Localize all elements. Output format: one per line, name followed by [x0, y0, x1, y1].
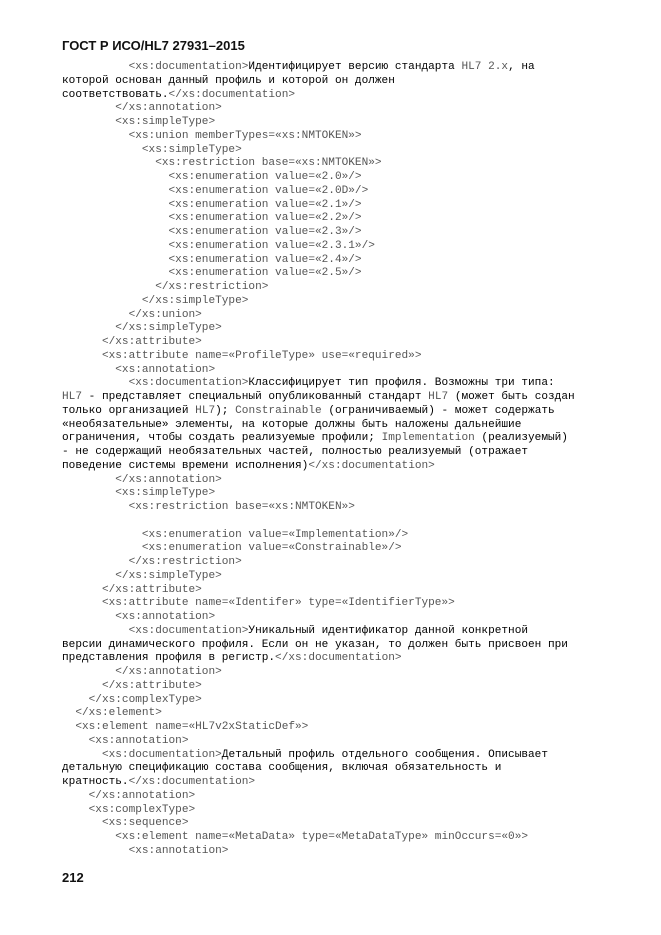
xml-markup: </xs:element>	[62, 707, 162, 720]
code-line	[62, 666, 622, 680]
code-line	[62, 515, 622, 529]
code-line	[62, 267, 622, 281]
code-line	[62, 75, 622, 89]
code-line	[62, 529, 622, 543]
code-line	[62, 570, 622, 584]
xml-markup: </xs:annotation>	[62, 666, 222, 678]
code-line	[62, 460, 622, 474]
code-line	[62, 831, 622, 845]
code-line	[62, 391, 622, 405]
code-line	[62, 680, 622, 694]
code-line	[62, 89, 622, 103]
code-line	[62, 102, 622, 116]
code-line	[62, 597, 622, 611]
xml-markup: <xs:simpleType>	[62, 487, 216, 500]
xml-markup: <xs:enumeration value=«2.5»/>	[62, 267, 362, 280]
xml-markup: Constrainable	[235, 404, 322, 417]
xml-markup: <xs:documentation>	[62, 61, 249, 73]
xml-markup: </xs:simpleType>	[62, 294, 249, 307]
xml-markup: HL7 2.x	[461, 61, 509, 73]
xml-markup: </xs:attribute>	[62, 583, 202, 596]
code-line	[62, 377, 622, 391]
code-line	[62, 694, 622, 708]
xml-markup: <xs:complexType>	[62, 803, 196, 816]
code-line	[62, 556, 622, 570]
code-line	[62, 776, 622, 790]
documentation-text: только организацией	[62, 404, 196, 417]
page-number: 212	[62, 870, 84, 885]
documentation-text: Детальный профиль отдельного сообщения. Описывает	[221, 748, 548, 761]
xml-markup: <xs:enumeration value=«2.0»/>	[62, 171, 362, 183]
xml-markup: <xs:element name=«MetaData» type=«MetaDataType» minOccurs=«0»>	[62, 831, 529, 843]
documentation-text: версии динамического профиля. Если он не указан, то должен быть присвоен при	[62, 638, 568, 651]
code-line	[62, 144, 622, 158]
code-line	[62, 817, 622, 831]
xml-schema-code-listing	[62, 61, 622, 859]
xml-markup: <xs:annotation>	[62, 611, 216, 623]
code-line	[62, 61, 622, 75]
documentation-text: «необязательные» элементы, на которые должны быть наложены дальнейшие	[62, 418, 522, 431]
documentation-text: детальную спецификацию состава сообщения, включая обязательность и	[62, 762, 502, 775]
code-line	[62, 364, 622, 378]
xml-markup: <xs:annotation>	[62, 844, 229, 857]
documentation-text: кратность.	[62, 776, 129, 788]
xml-markup: <xs:documentation>	[62, 624, 249, 637]
code-line	[62, 350, 622, 364]
xml-markup: </xs:restriction>	[62, 281, 269, 293]
code-line	[62, 584, 622, 598]
xml-markup: <xs:annotation>	[62, 734, 189, 747]
code-line	[62, 790, 622, 804]
code-line	[62, 652, 622, 666]
code-line	[62, 845, 622, 859]
code-line	[62, 707, 622, 721]
documentation-text: представления профиля в регистр.	[62, 652, 276, 665]
xml-markup: HL7	[62, 391, 82, 403]
code-line	[62, 446, 622, 460]
xml-markup: </xs:restriction>	[62, 556, 242, 568]
documentation-text: поведение системы времени исполнения)	[62, 459, 309, 472]
documentation-text: );	[215, 404, 236, 417]
code-line	[62, 240, 622, 254]
code-line	[62, 171, 622, 185]
xml-markup: </xs:documentation>	[275, 652, 402, 665]
xml-markup: <xs:annotation>	[62, 363, 216, 376]
documentation-text: которой основан данный профиль и которой он должен	[62, 74, 395, 87]
xml-markup: </xs:annotation>	[62, 102, 222, 115]
xml-markup: Implementation	[381, 432, 475, 445]
code-line	[62, 419, 622, 433]
xml-markup: </xs:union>	[62, 308, 202, 321]
code-line	[62, 474, 622, 488]
xml-markup: </xs:simpleType>	[62, 569, 222, 582]
code-line	[62, 226, 622, 240]
documentation-text: (реализуемый)	[474, 432, 568, 445]
xml-markup: <xs:enumeration value=«Implementation»/>	[62, 528, 409, 541]
documentation-text: соответствовать.	[62, 88, 169, 101]
xml-markup: <xs:attribute name=«ProfileType» use=«required»>	[62, 349, 422, 362]
code-line	[62, 281, 622, 295]
code-line	[62, 804, 622, 818]
documentation-text: Уникальный идентификатор данной конкретной	[248, 624, 529, 637]
xml-markup: <xs:enumeration value=«2.3.1»/>	[62, 239, 375, 252]
code-line	[62, 639, 622, 653]
code-line	[62, 130, 622, 144]
xml-markup: HL7	[195, 404, 216, 417]
xml-markup: <xs:union memberTypes=«xs:NMTOKEN»>	[62, 129, 362, 142]
xml-markup: </xs:simpleType>	[62, 322, 222, 335]
xml-markup: <xs:enumeration value=«2.1»/>	[62, 198, 362, 211]
code-line	[62, 625, 622, 639]
xml-markup: </xs:documentation>	[308, 459, 435, 472]
xml-markup: </xs:attribute>	[62, 336, 202, 348]
code-line	[62, 185, 622, 199]
code-line	[62, 405, 622, 419]
xml-markup: <xs:enumeration value=«2.2»/>	[62, 212, 362, 225]
xml-markup: <xs:restriction base=«xs:NMTOKEN»>	[62, 501, 355, 513]
xml-markup: <xs:element name=«HL7v2xStaticDef»>	[62, 721, 309, 733]
documentation-text: ограничения, чтобы создать реализуемые профили;	[62, 432, 382, 445]
xml-markup: <xs:documentation>	[62, 748, 222, 761]
xml-markup: <xs:enumeration value=«2.0D»/>	[62, 184, 369, 197]
code-line	[62, 336, 622, 350]
documentation-text: , на	[508, 61, 535, 73]
code-line	[62, 295, 622, 309]
xml-markup: <xs:restriction base=«xs:NMTOKEN»>	[62, 157, 382, 170]
xml-markup: <xs:enumeration value=«2.4»/>	[62, 253, 362, 266]
xml-markup: <xs:attribute name=«Identifer» type=«IdentifierType»>	[62, 597, 455, 610]
code-line	[62, 254, 622, 268]
code-line	[62, 721, 622, 735]
xml-markup: <xs:enumeration value=«Constrainable»/>	[62, 542, 402, 555]
code-line	[62, 432, 622, 446]
xml-markup: </xs:documentation>	[128, 776, 256, 788]
code-line	[62, 611, 622, 625]
xml-markup: <xs:documentation>	[62, 377, 249, 390]
documentation-text: Идентифицирует версию стандарта	[248, 61, 462, 73]
code-line	[62, 501, 622, 515]
xml-markup: </xs:documentation>	[168, 88, 296, 101]
xml-markup: </xs:annotation>	[62, 789, 196, 802]
code-line	[62, 487, 622, 501]
code-line	[62, 749, 622, 763]
code-line	[62, 309, 622, 323]
xml-markup: <xs:simpleType>	[62, 116, 216, 128]
code-line	[62, 157, 622, 171]
document-header: ГОСТ Р ИСО/HL7 27931–2015	[62, 38, 245, 53]
xml-markup: HL7	[428, 391, 449, 403]
code-line	[62, 116, 622, 130]
code-line	[62, 542, 622, 556]
code-line	[62, 322, 622, 336]
documentation-text: Классифицирует тип профиля. Возможны три типа:	[248, 377, 555, 390]
code-line	[62, 735, 622, 749]
documentation-text: (может быть создан	[448, 391, 575, 403]
xml-markup: </xs:attribute>	[62, 679, 202, 692]
code-line	[62, 199, 622, 213]
documentation-text: - представляет специальный опубликованный стандарт	[81, 391, 429, 403]
xml-markup: <xs:enumeration value=«2.3»/>	[62, 226, 362, 238]
xml-markup: <xs:simpleType>	[62, 143, 242, 156]
xml-markup: </xs:annotation>	[62, 473, 222, 486]
documentation-text: - не содержащий необязательных частей, полностью реализуемый (отражает	[62, 446, 529, 458]
xml-markup: <xs:sequence>	[62, 817, 189, 830]
code-line	[62, 212, 622, 226]
xml-markup: </xs:complexType>	[62, 693, 202, 706]
code-line	[62, 762, 622, 776]
documentation-text: (ограничиваемый) - может содержать	[321, 404, 555, 417]
